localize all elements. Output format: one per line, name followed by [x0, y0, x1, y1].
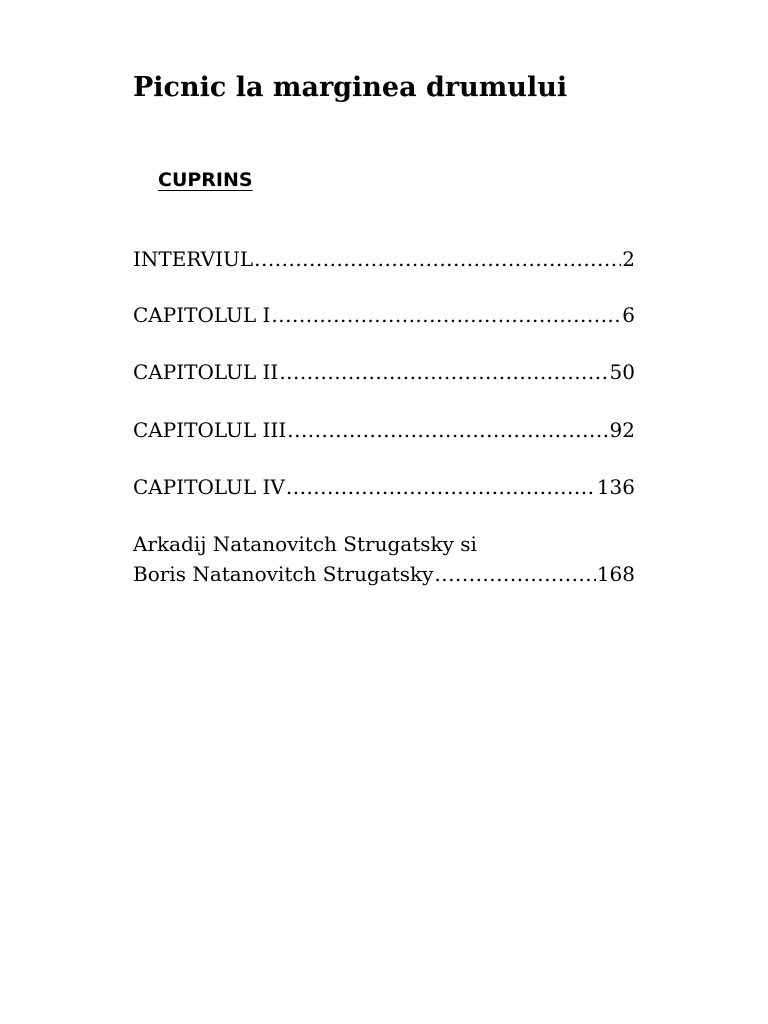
toc-entry-label: CAPITOLUL II [133, 360, 279, 384]
toc-entry-capitolul-1[interactable] [133, 300, 635, 330]
dot-leader [271, 300, 621, 330]
toc-entry-capitolul-4[interactable] [133, 472, 635, 502]
toc-entry-authors[interactable] [133, 559, 635, 589]
dot-leader [434, 559, 595, 589]
toc-entry-capitolul-3[interactable] [133, 415, 635, 445]
toc-entry-page: 92 [609, 418, 635, 442]
toc-entry-page: 50 [609, 360, 635, 384]
toc-entry-page: 136 [596, 475, 635, 499]
toc-entry-label: Boris Natanovitch Strugatsky [133, 562, 434, 586]
toc-entry-label: INTERVIUL [133, 247, 254, 271]
dot-leader [254, 244, 621, 274]
dot-leader [287, 415, 608, 445]
toc-entry-page: 168 [596, 562, 635, 586]
toc-entry-page: 6 [622, 303, 635, 327]
dot-leader [286, 472, 596, 502]
toc-entry-label: CAPITOLUL IV [133, 475, 285, 499]
toc-entry-capitolul-2[interactable] [133, 357, 635, 387]
book-title: Picnic la marginea drumului [133, 72, 568, 103]
toc-heading: CUPRINS [158, 169, 253, 191]
dot-leader [279, 357, 608, 387]
toc-entry-interviul[interactable] [133, 244, 635, 274]
toc-entry-page: 2 [622, 247, 635, 271]
toc-entry-label: CAPITOLUL I [133, 303, 271, 327]
toc-entry-label: CAPITOLUL III [133, 418, 287, 442]
toc-entry-authors-line1: Arkadij Natanovitch Strugatsky si [133, 532, 477, 556]
